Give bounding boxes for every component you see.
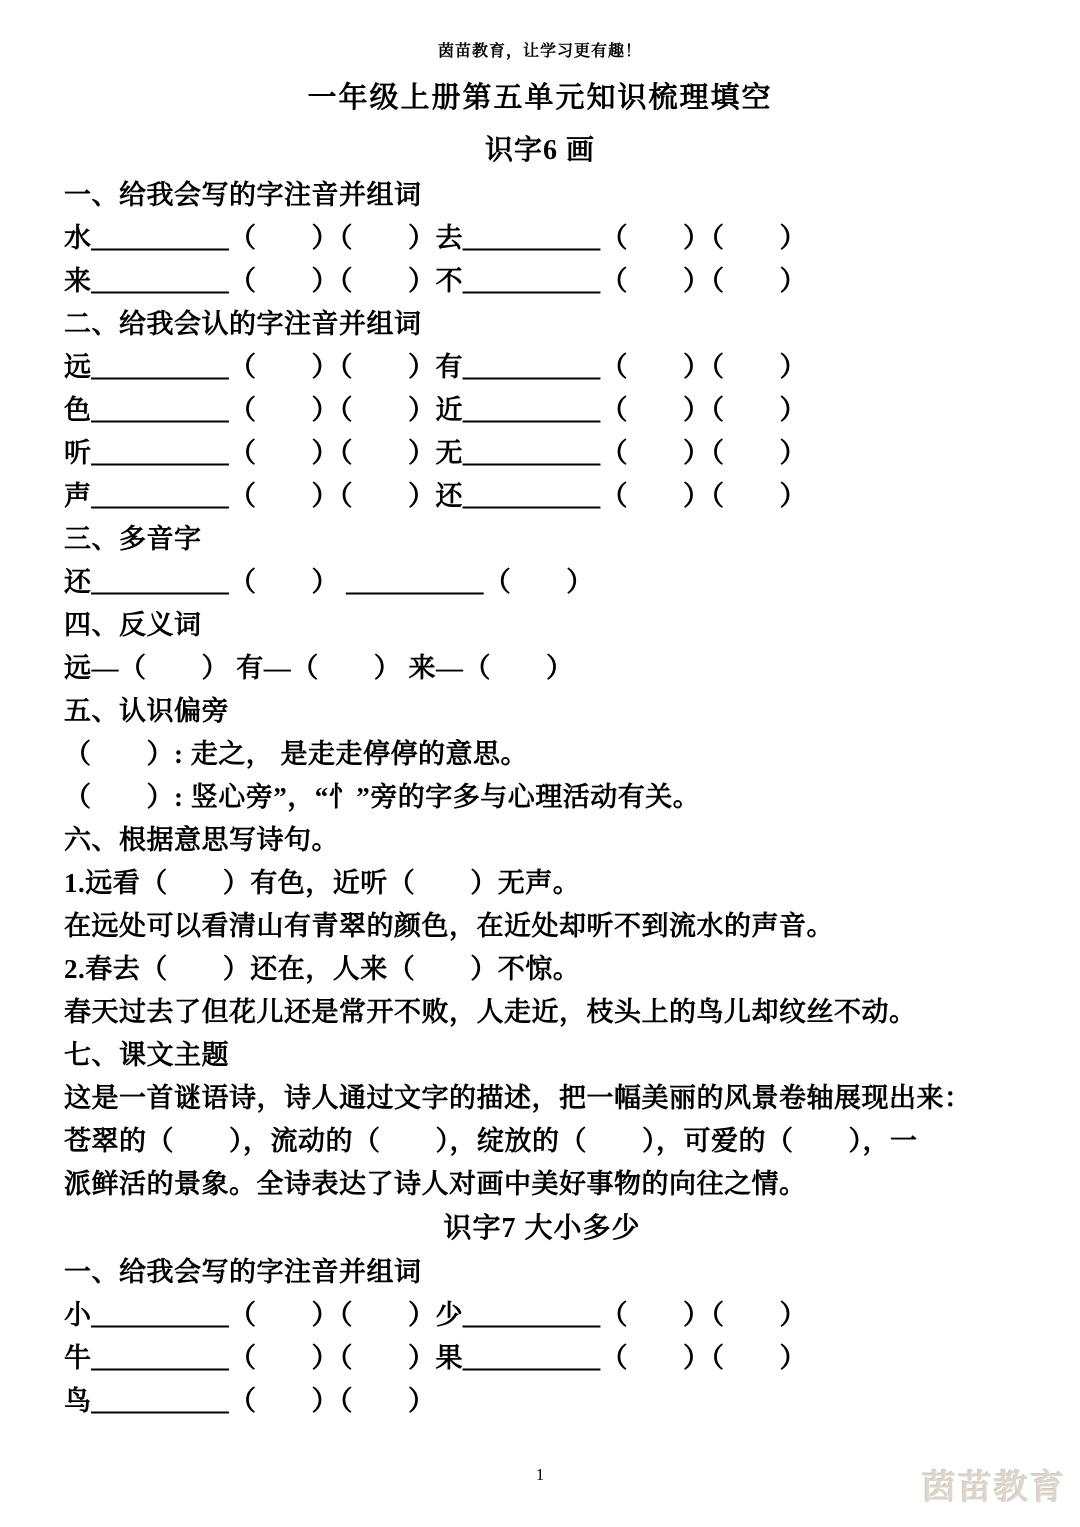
theme-paragraph-line: 派鲜活的景象。全诗表达了诗人对画中美好事物的向往之情。 bbox=[64, 1169, 807, 1199]
explanation-line: 春天过去了但花儿还是常开不败，人走近，枝头上的鸟儿却纹丝不动。 bbox=[64, 997, 917, 1027]
fill-blank-line: 色＿＿＿＿＿（ ）（ ）近＿＿＿＿＿（ ）（ ） bbox=[64, 395, 807, 425]
theme-paragraph-line: 这是一首谜语诗，诗人通过文字的描述，把一幅美丽的风景卷轴展现出来： bbox=[64, 1083, 972, 1113]
fill-blank-line: 牛＿＿＿＿＿（ ）（ ）果＿＿＿＿＿（ ）（ ） bbox=[64, 1343, 807, 1373]
fill-blank-line: 2.春去（ ）还在，人来（ ）不惊。 bbox=[64, 954, 581, 984]
section-heading-theme: 七、课文主题 bbox=[64, 1040, 229, 1070]
lesson7-heading: 识字7 大小多少 bbox=[443, 1213, 641, 1244]
fill-blank-line: （ ）: 竖心旁”，“忄”旁的字多与心理活动有关。 bbox=[64, 782, 701, 812]
fill-blank-line: 鸟＿＿＿＿＿（ ）（ ） bbox=[64, 1386, 436, 1416]
header-note: 茵苗教育，让学习更有趣！ bbox=[437, 43, 642, 60]
fill-blank-line: 声＿＿＿＿＿（ ）（ ）还＿＿＿＿＿（ ）（ ） bbox=[64, 481, 807, 511]
fill-blank-line: 1.远看（ ）有色，近听（ ）无声。 bbox=[64, 868, 581, 898]
explanation-line: 在远处可以看清山有青翠的颜色，在近处却听不到流水的声音。 bbox=[64, 911, 834, 941]
section-heading-radicals: 五、认识偏旁 bbox=[64, 696, 229, 726]
section-heading-recognize-chars: 二、给我会认的字注音并组词 bbox=[64, 309, 422, 339]
section-heading-polyphone: 三、多音字 bbox=[64, 524, 202, 554]
fill-blank-line: （ ）: 走之， 是走走停停的意思。 bbox=[64, 739, 528, 769]
lesson6-heading: 识字6 画 bbox=[484, 135, 595, 166]
fill-blank-line: 远—（ ） 有—（ ） 来—（ ） bbox=[64, 653, 574, 683]
page-number: 1 bbox=[535, 1465, 545, 1484]
section-heading-write-chars-2: 一、给我会写的字注音并组词 bbox=[64, 1257, 422, 1287]
fill-blank-line: 小＿＿＿＿＿（ ）（ ）少＿＿＿＿＿（ ）（ ） bbox=[64, 1300, 807, 1330]
theme-paragraph-line: 苍翠的（ ），流动的（ ），绽放的（ ），可爱的（ ），一 bbox=[64, 1126, 918, 1156]
fill-blank-line: 还＿＿＿＿＿（ ） ＿＿＿＿＿（ ） bbox=[64, 567, 594, 597]
fill-blank-line: 听＿＿＿＿＿（ ）（ ）无＿＿＿＿＿（ ）（ ） bbox=[64, 438, 807, 468]
fill-blank-line: 远＿＿＿＿＿（ ）（ ）有＿＿＿＿＿（ ）（ ） bbox=[64, 352, 807, 382]
watermark: 茵苗教育 bbox=[922, 1470, 1066, 1507]
page-title: 一年级上册第五单元知识梳理填空 bbox=[307, 82, 773, 114]
fill-blank-line: 来＿＿＿＿＿（ ）（ ）不＿＿＿＿＿（ ）（ ） bbox=[64, 266, 807, 296]
section-heading-antonyms: 四、反义词 bbox=[64, 610, 202, 640]
section-heading-write-verses: 六、根据意思写诗句。 bbox=[64, 825, 339, 855]
fill-blank-line: 水＿＿＿＿＿（ ）（ ）去＿＿＿＿＿（ ）（ ） bbox=[64, 223, 807, 253]
section-heading-write-chars: 一、给我会写的字注音并组词 bbox=[64, 180, 422, 210]
worksheet-body bbox=[64, 174, 1020, 1423]
